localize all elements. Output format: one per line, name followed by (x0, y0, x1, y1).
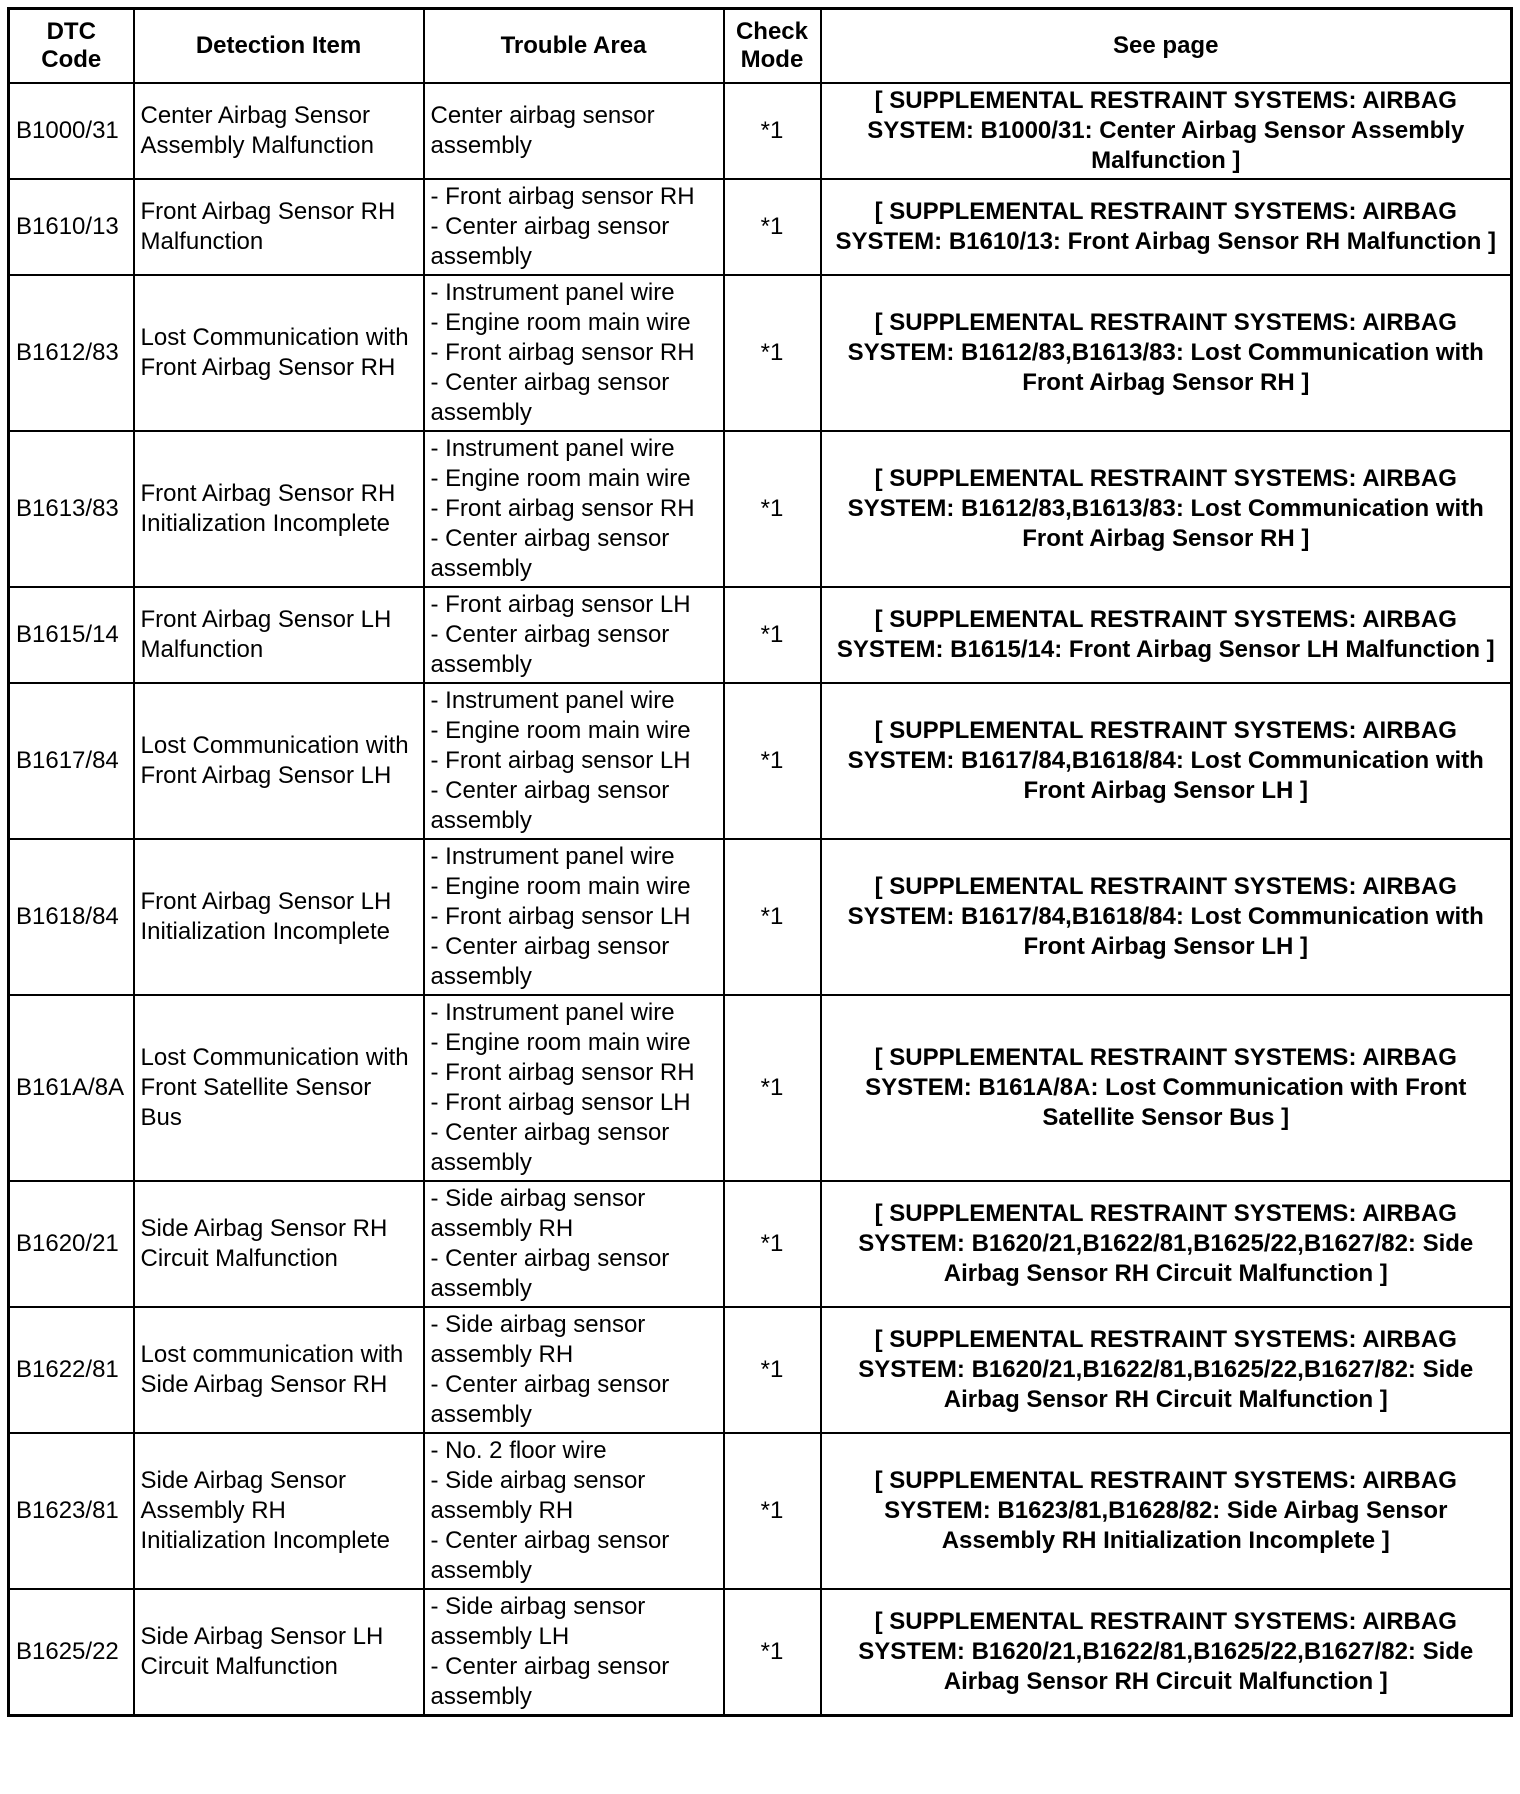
trouble-area-line: - Front airbag sensor LH (430, 747, 691, 774)
see-page-cell: [ SUPPLEMENTAL RESTRAINT SYSTEMS: AIRBAG SYSTEM: B1620/21,B1622/81,B1625/22,B1627/82: Side Airbag Sensor RH Circuit Malfunction ] (821, 1181, 1512, 1307)
dtc-code-cell: B1620/21 (9, 1181, 134, 1307)
trouble-area-line: - Center airbag sensor assembly (430, 1119, 670, 1176)
header-check-mode: Check Mode (724, 9, 821, 84)
trouble-area-line: - Center airbag sensor assembly (430, 213, 670, 270)
detection-item-cell: Lost Communication with Front Satellite Sensor Bus (134, 995, 424, 1181)
trouble-area-line: - Center airbag sensor assembly (430, 525, 670, 582)
trouble-area-line: - Engine room main wire (430, 309, 691, 336)
header-dtc-code: DTC Code (9, 9, 134, 84)
trouble-area-line: - Instrument panel wire (430, 435, 675, 462)
table-row (9, 275, 1512, 431)
check-mode-cell: *1 (724, 1589, 821, 1716)
table-row (9, 1433, 1512, 1589)
trouble-area-cell (424, 587, 724, 683)
table-row (9, 587, 1512, 683)
trouble-area-line: - Front airbag sensor RH (430, 495, 695, 522)
dtc-code-cell: B1000/31 (9, 83, 134, 179)
trouble-area-line: - Engine room main wire (430, 717, 691, 744)
check-mode-cell: *1 (724, 995, 821, 1181)
trouble-area-cell (424, 683, 724, 839)
header-see-page: See page (821, 9, 1512, 84)
trouble-area-line: - Front airbag sensor LH (430, 1089, 691, 1116)
table-row (9, 1307, 1512, 1433)
trouble-area-line: - Engine room main wire (430, 873, 691, 900)
see-page-cell: [ SUPPLEMENTAL RESTRAINT SYSTEMS: AIRBAG SYSTEM: B1612/83,B1613/83: Lost Communication with Front Airbag Sensor RH ] (821, 431, 1512, 587)
dtc-code-cell: B161A/8A (9, 995, 134, 1181)
header-trouble-area: Trouble Area (424, 9, 724, 84)
see-page-cell: [ SUPPLEMENTAL RESTRAINT SYSTEMS: AIRBAG SYSTEM: B1623/81,B1628/82: Side Airbag Sensor Assembly RH Initialization Incomplete ] (821, 1433, 1512, 1589)
dtc-code-cell: B1623/81 (9, 1433, 134, 1589)
trouble-area-line: - Center airbag sensor assembly (430, 777, 670, 834)
check-mode-cell: *1 (724, 839, 821, 995)
table-body (9, 83, 1512, 1716)
trouble-area-line: - No. 2 floor wire (430, 1437, 607, 1464)
trouble-area-line: - Front airbag sensor RH (430, 339, 695, 366)
detection-item-cell: Lost Communication with Front Airbag Sensor RH (134, 275, 424, 431)
trouble-area-cell (424, 995, 724, 1181)
table-row (9, 683, 1512, 839)
trouble-area-line: - Engine room main wire (430, 1029, 691, 1056)
check-mode-cell: *1 (724, 431, 821, 587)
table-row (9, 83, 1512, 179)
detection-item-cell: Front Airbag Sensor RH Initialization Incomplete (134, 431, 424, 587)
see-page-cell: [ SUPPLEMENTAL RESTRAINT SYSTEMS: AIRBAG SYSTEM: B1612/83,B1613/83: Lost Communication with Front Airbag Sensor RH ] (821, 275, 1512, 431)
trouble-area-line: - Center airbag sensor assembly (430, 1245, 670, 1302)
dtc-code-cell: B1613/83 (9, 431, 134, 587)
detection-item-cell: Front Airbag Sensor LH Malfunction (134, 587, 424, 683)
trouble-area-cell (424, 83, 724, 179)
header-detection-item: Detection Item (134, 9, 424, 84)
see-page-cell: [ SUPPLEMENTAL RESTRAINT SYSTEMS: AIRBAG SYSTEM: B1617/84,B1618/84: Lost Communication with Front Airbag Sensor LH ] (821, 683, 1512, 839)
table-row (9, 179, 1512, 275)
table-row (9, 839, 1512, 995)
trouble-area-line: - Center airbag sensor assembly (430, 621, 670, 678)
trouble-area-cell (424, 1181, 724, 1307)
table-row (9, 1589, 1512, 1716)
trouble-area-line: - Center airbag sensor assembly (430, 1371, 670, 1428)
trouble-area-cell (424, 275, 724, 431)
dtc-code-cell: B1622/81 (9, 1307, 134, 1433)
check-mode-cell: *1 (724, 179, 821, 275)
detection-item-cell: Front Airbag Sensor LH Initialization Incomplete (134, 839, 424, 995)
trouble-area-line: - Front airbag sensor RH (430, 183, 695, 210)
header-row (9, 9, 1512, 84)
dtc-table (7, 7, 1513, 1717)
detection-item-cell: Lost Communication with Front Airbag Sensor LH (134, 683, 424, 839)
dtc-code-cell: B1618/84 (9, 839, 134, 995)
trouble-area-line: Center airbag sensor assembly (430, 102, 655, 159)
trouble-area-line: - Center airbag sensor assembly (430, 1653, 670, 1710)
detection-item-cell: Front Airbag Sensor RH Malfunction (134, 179, 424, 275)
dtc-code-cell: B1610/13 (9, 179, 134, 275)
check-mode-cell: *1 (724, 1181, 821, 1307)
see-page-cell: [ SUPPLEMENTAL RESTRAINT SYSTEMS: AIRBAG SYSTEM: B1620/21,B1622/81,B1625/22,B1627/82: Side Airbag Sensor RH Circuit Malfunction ] (821, 1589, 1512, 1716)
detection-item-cell: Side Airbag Sensor Assembly RH Initialization Incomplete (134, 1433, 424, 1589)
check-mode-cell: *1 (724, 83, 821, 179)
trouble-area-line: - Side airbag sensor assembly RH (430, 1185, 646, 1242)
trouble-area-line: - Front airbag sensor LH (430, 903, 691, 930)
trouble-area-line: - Side airbag sensor assembly LH (430, 1593, 646, 1650)
check-mode-cell: *1 (724, 587, 821, 683)
trouble-area-line: - Instrument panel wire (430, 843, 675, 870)
dtc-code-cell: B1625/22 (9, 1589, 134, 1716)
table-row (9, 1181, 1512, 1307)
check-mode-cell: *1 (724, 1307, 821, 1433)
trouble-area-cell (424, 179, 724, 275)
see-page-cell: [ SUPPLEMENTAL RESTRAINT SYSTEMS: AIRBAG SYSTEM: B1620/21,B1622/81,B1625/22,B1627/82: Side Airbag Sensor RH Circuit Malfunction ] (821, 1307, 1512, 1433)
see-page-cell: [ SUPPLEMENTAL RESTRAINT SYSTEMS: AIRBAG SYSTEM: B1615/14: Front Airbag Sensor LH Malfunction ] (821, 587, 1512, 683)
trouble-area-line: - Center airbag sensor assembly (430, 369, 670, 426)
table-row (9, 431, 1512, 587)
check-mode-cell: *1 (724, 683, 821, 839)
dtc-table-container (7, 7, 1513, 1717)
dtc-code-cell: B1617/84 (9, 683, 134, 839)
detection-item-cell: Center Airbag Sensor Assembly Malfunction (134, 83, 424, 179)
check-mode-cell: *1 (724, 275, 821, 431)
dtc-code-cell: B1615/14 (9, 587, 134, 683)
trouble-area-cell (424, 1589, 724, 1716)
trouble-area-cell (424, 1307, 724, 1433)
trouble-area-line: - Front airbag sensor LH (430, 591, 691, 618)
trouble-area-line: - Center airbag sensor assembly (430, 933, 670, 990)
trouble-area-line: - Instrument panel wire (430, 279, 675, 306)
trouble-area-line: - Front airbag sensor RH (430, 1059, 695, 1086)
table-row (9, 995, 1512, 1181)
trouble-area-line: - Center airbag sensor assembly (430, 1527, 670, 1584)
trouble-area-cell (424, 839, 724, 995)
trouble-area-line: - Side airbag sensor assembly RH (430, 1467, 646, 1524)
dtc-code-cell: B1612/83 (9, 275, 134, 431)
detection-item-cell: Side Airbag Sensor LH Circuit Malfunction (134, 1589, 424, 1716)
see-page-cell: [ SUPPLEMENTAL RESTRAINT SYSTEMS: AIRBAG SYSTEM: B161A/8A: Lost Communication with Front Satellite Sensor Bus ] (821, 995, 1512, 1181)
check-mode-cell: *1 (724, 1433, 821, 1589)
trouble-area-line: - Instrument panel wire (430, 687, 675, 714)
see-page-cell: [ SUPPLEMENTAL RESTRAINT SYSTEMS: AIRBAG SYSTEM: B1000/31: Center Airbag Sensor Assembly Malfunction ] (821, 83, 1512, 179)
see-page-cell: [ SUPPLEMENTAL RESTRAINT SYSTEMS: AIRBAG SYSTEM: B1617/84,B1618/84: Lost Communication with Front Airbag Sensor LH ] (821, 839, 1512, 995)
trouble-area-cell (424, 431, 724, 587)
detection-item-cell: Side Airbag Sensor RH Circuit Malfunction (134, 1181, 424, 1307)
trouble-area-line: - Engine room main wire (430, 465, 691, 492)
trouble-area-cell (424, 1433, 724, 1589)
trouble-area-line: - Instrument panel wire (430, 999, 675, 1026)
trouble-area-line: - Side airbag sensor assembly RH (430, 1311, 646, 1368)
see-page-cell: [ SUPPLEMENTAL RESTRAINT SYSTEMS: AIRBAG SYSTEM: B1610/13: Front Airbag Sensor RH Malfunction ] (821, 179, 1512, 275)
detection-item-cell: Lost communication with Side Airbag Sensor RH (134, 1307, 424, 1433)
